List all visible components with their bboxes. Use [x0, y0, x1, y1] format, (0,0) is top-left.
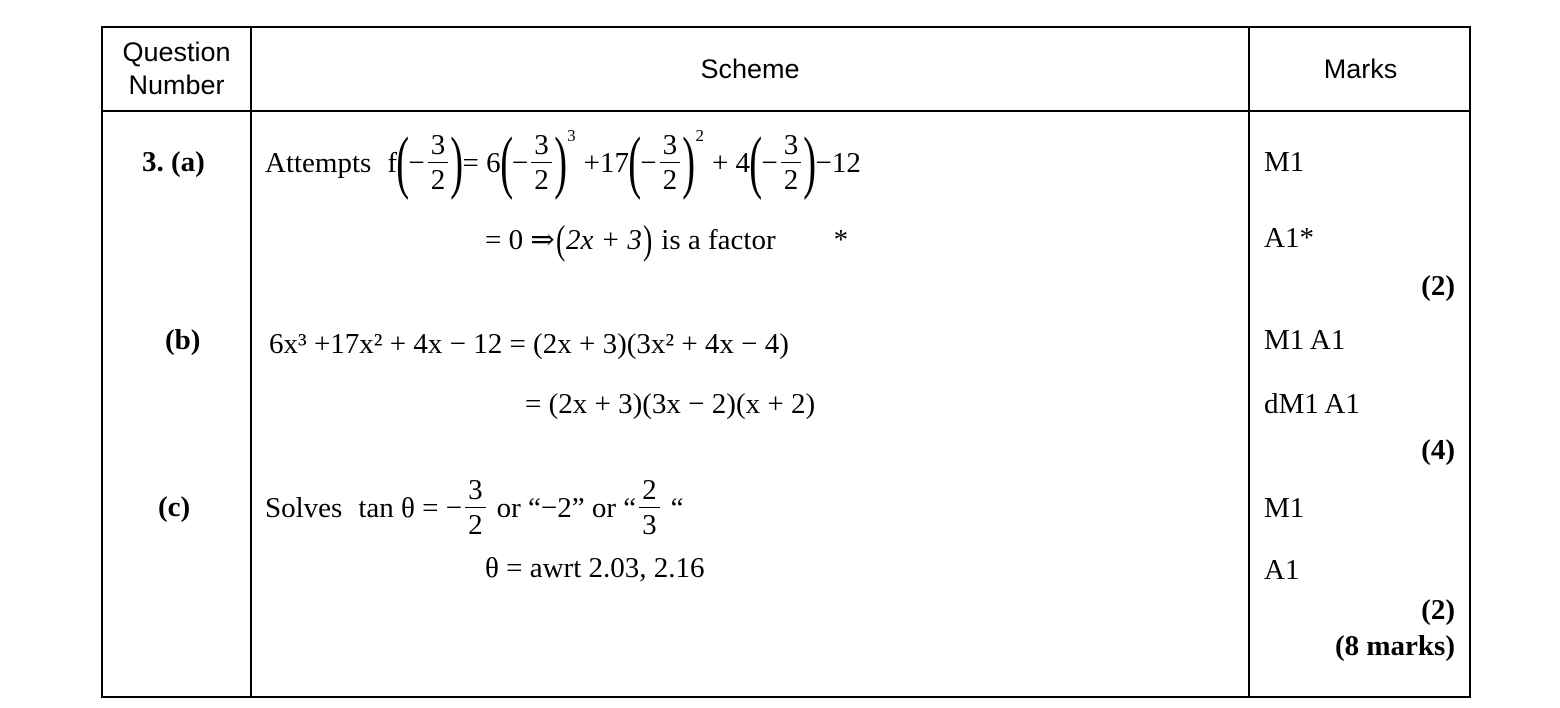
- mark-c1: M1: [1264, 492, 1305, 524]
- total-a: (2): [1421, 270, 1455, 302]
- scheme-b-line1: 6x³ +17x² + 4x − 12 = (2x + 3)(3x² + 4x − 4): [269, 327, 789, 360]
- mark-c2: A1: [1264, 554, 1300, 586]
- header-marks: Marks: [1323, 53, 1398, 84]
- total-b: (4): [1421, 434, 1455, 466]
- total-c: (2): [1421, 594, 1455, 626]
- column-divider: [250, 28, 252, 696]
- mark-b2: dM1 A1: [1264, 388, 1360, 420]
- mark-b1: M1 A1: [1264, 324, 1346, 356]
- header-question-number: Question Number: [122, 37, 231, 100]
- column-divider: [1248, 28, 1250, 696]
- scheme-c-line2: θ = awrt 2.03, 2.16: [485, 552, 705, 584]
- scheme-b-line2: = (2x + 3)(3x − 2)(x + 2): [525, 387, 816, 420]
- question-label-3c: (c): [158, 491, 191, 523]
- scheme-c-line1: Solves tan θ = − $\frac{3}{2}$ or “−2” or “ $\frac{2}{3}$ “: [265, 474, 684, 541]
- scheme-a-line2: = 0 ⇒ ( 2x + 3 ) is a factor *: [485, 217, 849, 262]
- header-scheme: Scheme: [700, 53, 800, 84]
- question-label-3b: (b): [165, 324, 201, 356]
- grand-total: (8 marks): [1334, 630, 1455, 662]
- scheme-a-line1: Attempts f ( − $\frac{3}{2}$ ) = 6 ( − $\frac{3}{2}$ ) $^3$ +17 ( − $\frac{3}{2}$ ) $^2$ + 4 ( − $\frac{3}{2}$ ) −12: [265, 124, 861, 201]
- header-divider: [103, 110, 1469, 112]
- mark-scheme-table: [101, 26, 1471, 698]
- mark-a2: A1*: [1264, 222, 1314, 254]
- mark-a1: M1: [1264, 146, 1305, 178]
- question-label-3a: 3. (a): [142, 146, 205, 178]
